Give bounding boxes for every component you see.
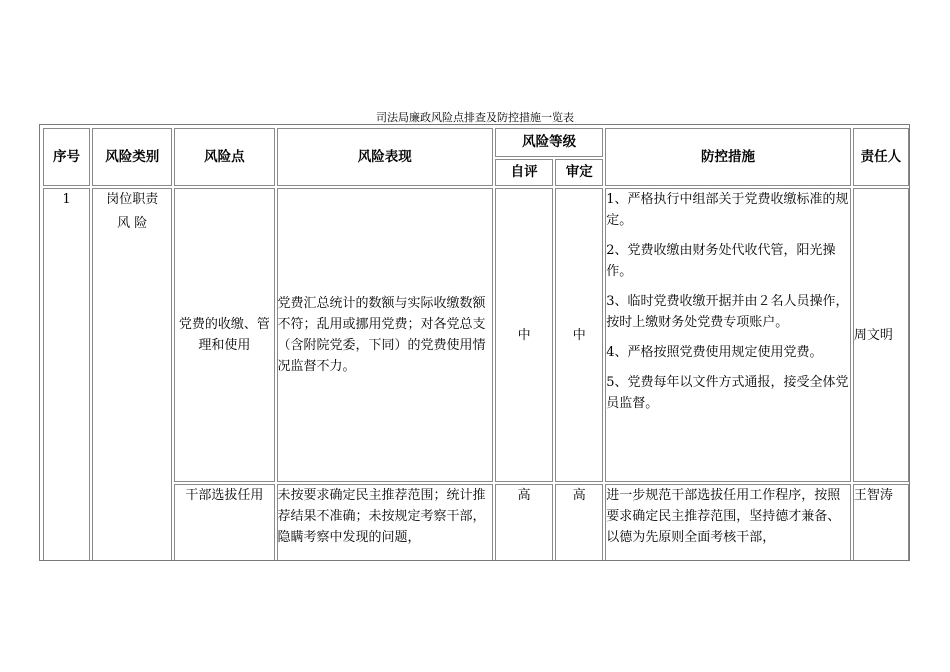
row-manifestation: 党费汇总统计的数额与实际收缴数额不符；乱用或挪用党费；对各党总支（含附院党委，下同）的党费使用情况监督不力。 <box>277 188 494 482</box>
measure-item: 5、党费每年以文件方式通报，接受全体党员监督。 <box>606 375 849 411</box>
measure-item: 4、严格按照党费使用规定使用党费。 <box>606 345 823 360</box>
row-manifestation: 未按要求确定民主推荐范围；统计推荐结果不准确；未按规定考察干部，隐瞒考察中发现的问题， <box>277 484 494 561</box>
measure-item: 2、党费收缴由财务处代收代管，阳光操作。 <box>606 243 836 279</box>
row-index: 1 <box>43 188 90 561</box>
row-self-eval: 高 <box>495 484 553 561</box>
row-category-line1: 岗位职责 <box>106 192 159 207</box>
row-review: 高 <box>555 484 603 561</box>
row-point: 干部选拔任用 <box>174 484 274 561</box>
header-review: 审定 <box>555 159 603 186</box>
row-category-line2: 风 险 <box>117 216 148 231</box>
row-review: 中 <box>555 188 603 482</box>
row-category <box>92 188 172 561</box>
row-point: 党费的收缴、管理和使用 <box>174 188 274 482</box>
header-level: 风险等级 <box>495 128 603 157</box>
header-measures: 防控措施 <box>605 128 851 186</box>
header-point: 风险点 <box>174 128 274 186</box>
row-owner: 周文明 <box>853 188 909 482</box>
header-category: 风险类别 <box>92 128 172 186</box>
measure-item: 3、临时党费收缴开据并由２名人员操作，按时上缴财务处党费专项账户。 <box>606 294 849 330</box>
table-row <box>43 188 909 482</box>
risk-table-frame <box>39 124 910 561</box>
measure-item: 1、严格执行中组部关于党费收缴标准的规定。 <box>606 192 849 228</box>
row-self-eval: 中 <box>495 188 553 482</box>
page-title: 司法局廉政风险点排查及防控措施一览表 <box>376 111 574 124</box>
header-self-eval: 自评 <box>495 159 553 186</box>
row-measures <box>605 188 851 482</box>
risk-table <box>41 126 910 561</box>
header-manifestation: 风险表现 <box>277 128 494 186</box>
header-index: 序号 <box>43 128 90 186</box>
row-measures: 进一步规范干部选拔任用工作程序，按照要求确定民主推荐范围，坚持德才兼备、以德为先原则全面考核干部， <box>605 484 851 561</box>
header-owner: 责任人 <box>853 128 909 186</box>
table-row <box>43 484 909 561</box>
row-owner: 王智涛 <box>853 484 909 561</box>
